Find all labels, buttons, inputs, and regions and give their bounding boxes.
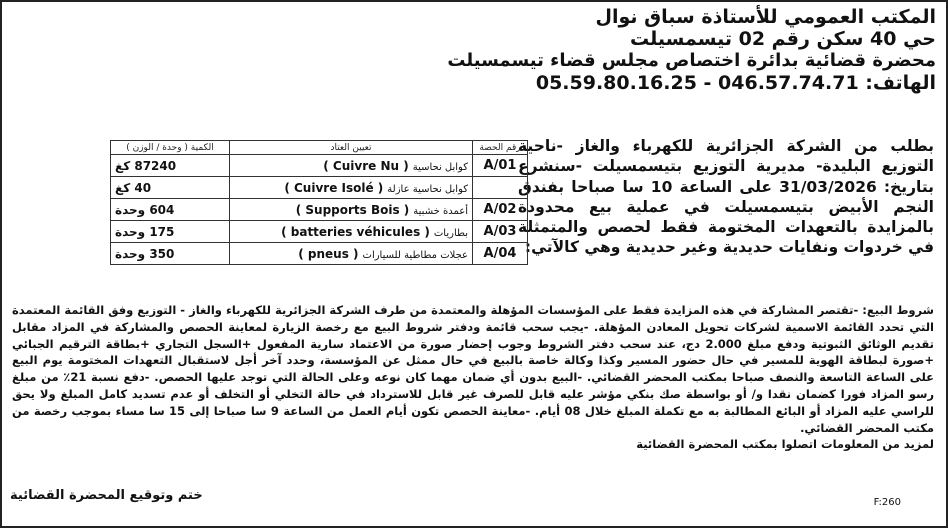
contact-line: لمزيد من المعلومات اتصلوا بمكتب المحضرة القضائية: [636, 437, 934, 452]
designation-ar: كوابل نحاسية: [412, 161, 468, 173]
table-row: [111, 177, 528, 199]
office-name: المكتب العمومي للأستاذة سباق نوال: [595, 6, 936, 28]
office-jurisdiction: محضرة قضائية بدائرة اختصاص مجلس قضاء تيسمسيلت: [447, 50, 936, 71]
designation-ar: أعمدة خشبية: [413, 205, 468, 217]
designation-fr: ( pneus ): [298, 246, 359, 261]
lot-number: A/04: [473, 243, 528, 265]
sale-conditions: [12, 302, 934, 453]
intro-paragraph: بطلب من الشركة الجزائرية للكهرباء والغاز -ناحية التوزيع البليدة- مديرية التوزيع بتيسمسيلت -سنشرع بتاريخ: 31/03/2026 على الساعة 10 سا صباحا بفندق النجم الأبيض بتيسمسيلت في عملية بيع محدودة بالمزايدة بالتعهدات المختومة فقط لحصص والمتمثلة في خردوات ونفايات حديدية وغير حديدية وهي كالآتي:: [518, 137, 935, 257]
designation-fr: ( batteries véhicules ): [281, 224, 430, 239]
lot-designation: [230, 199, 473, 221]
table-header-row: [111, 141, 528, 155]
header: [236, 6, 936, 94]
lot-number: A/01: [473, 155, 528, 177]
designation-fr: ( Cuivre Nu ): [323, 158, 409, 173]
header-lot: رقم الحصة: [473, 141, 528, 155]
lot-number: A/03: [473, 221, 528, 243]
lot-quantity: 604 وحدة: [111, 199, 230, 221]
designation-ar: كوابل نحاسية عازلة: [387, 183, 468, 195]
lot-designation: [230, 177, 473, 199]
office-phone: الهاتف: 046.57.74.71 - 05.59.80.16.25: [535, 72, 936, 94]
table-row: [111, 155, 528, 177]
table-row: [111, 243, 528, 265]
lot-quantity: 350 وحدة: [111, 243, 230, 265]
signature-line: ختم وتوقيع المحضرة القضائية: [10, 488, 203, 503]
office-address: حي 40 سكن رقم 02 تيسمسيلت: [630, 28, 936, 50]
lot-quantity: 40 كغ: [111, 177, 230, 199]
table-row: [111, 221, 528, 243]
lots-table: [110, 140, 528, 265]
table-row: [111, 199, 528, 221]
designation-fr: ( Cuivre Isolé ): [284, 180, 384, 195]
designation-fr: ( Supports Bois ): [295, 202, 410, 217]
header-designation: تعيين العتاد: [230, 141, 473, 155]
lot-designation: [230, 243, 473, 265]
designation-ar: عجلات مطاطية للسيارات: [362, 249, 468, 261]
lot-designation: [230, 221, 473, 243]
lot-number: A/02: [473, 199, 528, 221]
lot-quantity: 175 وحدة: [111, 221, 230, 243]
conditions-text: شروط البيع: -تقتصر المشاركة في هذه المزايدة فقط على المؤسسات المؤهلة والمعتمدة من طرف الشركة الجزائرية للكهرباء والغاز - التوزيع وفق القائمة المعتمدة التي تحدد القائمة الاسمية لشركات تحويل المعادن المؤهلة. -يجب سحب قائمة ودفتر شروط البيع مع رخصة الزيارة لمعاينة الحصص والمشاركة في المزاد مقابل تقديم الوثائق الثبوتية ودفع مبلغ 2.000 دج، عند سحب دفتر الشروط وجوب إحضار صورة من الاعتماد سارية المفعول +السجل التجاري +بطاقة الترقيم الجبائي +صورة لبطاقة الهوية للمسير في حال حضور المسير وكذا وكالة خاصة بالبيع في حال ممثل عن المؤسسة، وحدد آخر أجل لاستقبال التعهدات المختومة يوم البيع على الساعة التاسعة والنصف صباحا بمكتب المحضر القضائي. -البيع بدون أي ضمان مهما كان نوعه وعلى الحالة التي توجد عليها الحصص. -دفع نسبة 21٪ من مبلغ رسو المزاد فورا كضمان نقدا و/ أو بواسطة صك بنكي مؤشر عليه قابل للصرف غير قابل للاسترداد في حالة التخلي أو التخلف أو عدم تسديد كامل المبلغ ولا يحق للراسي عليه المزاد أو البائع المطالبة به مع تكملة المبلغ خلال 08 أيام. -معاينة الحصص تكون أيام العمل من الساعة 9 سا صباحا إلى 15 سا مساء بموجب رخصة من مكتب المحضر القضائي.: [12, 303, 935, 435]
lot-quantity: 87240 كغ: [111, 155, 230, 177]
lot-number: [473, 177, 528, 199]
designation-ar: بطاريات: [433, 227, 468, 239]
header-quantity: الكمية ( وحدة / الوزن ): [111, 141, 230, 155]
lot-designation: [230, 155, 473, 177]
reference-code: F:260: [873, 497, 901, 508]
